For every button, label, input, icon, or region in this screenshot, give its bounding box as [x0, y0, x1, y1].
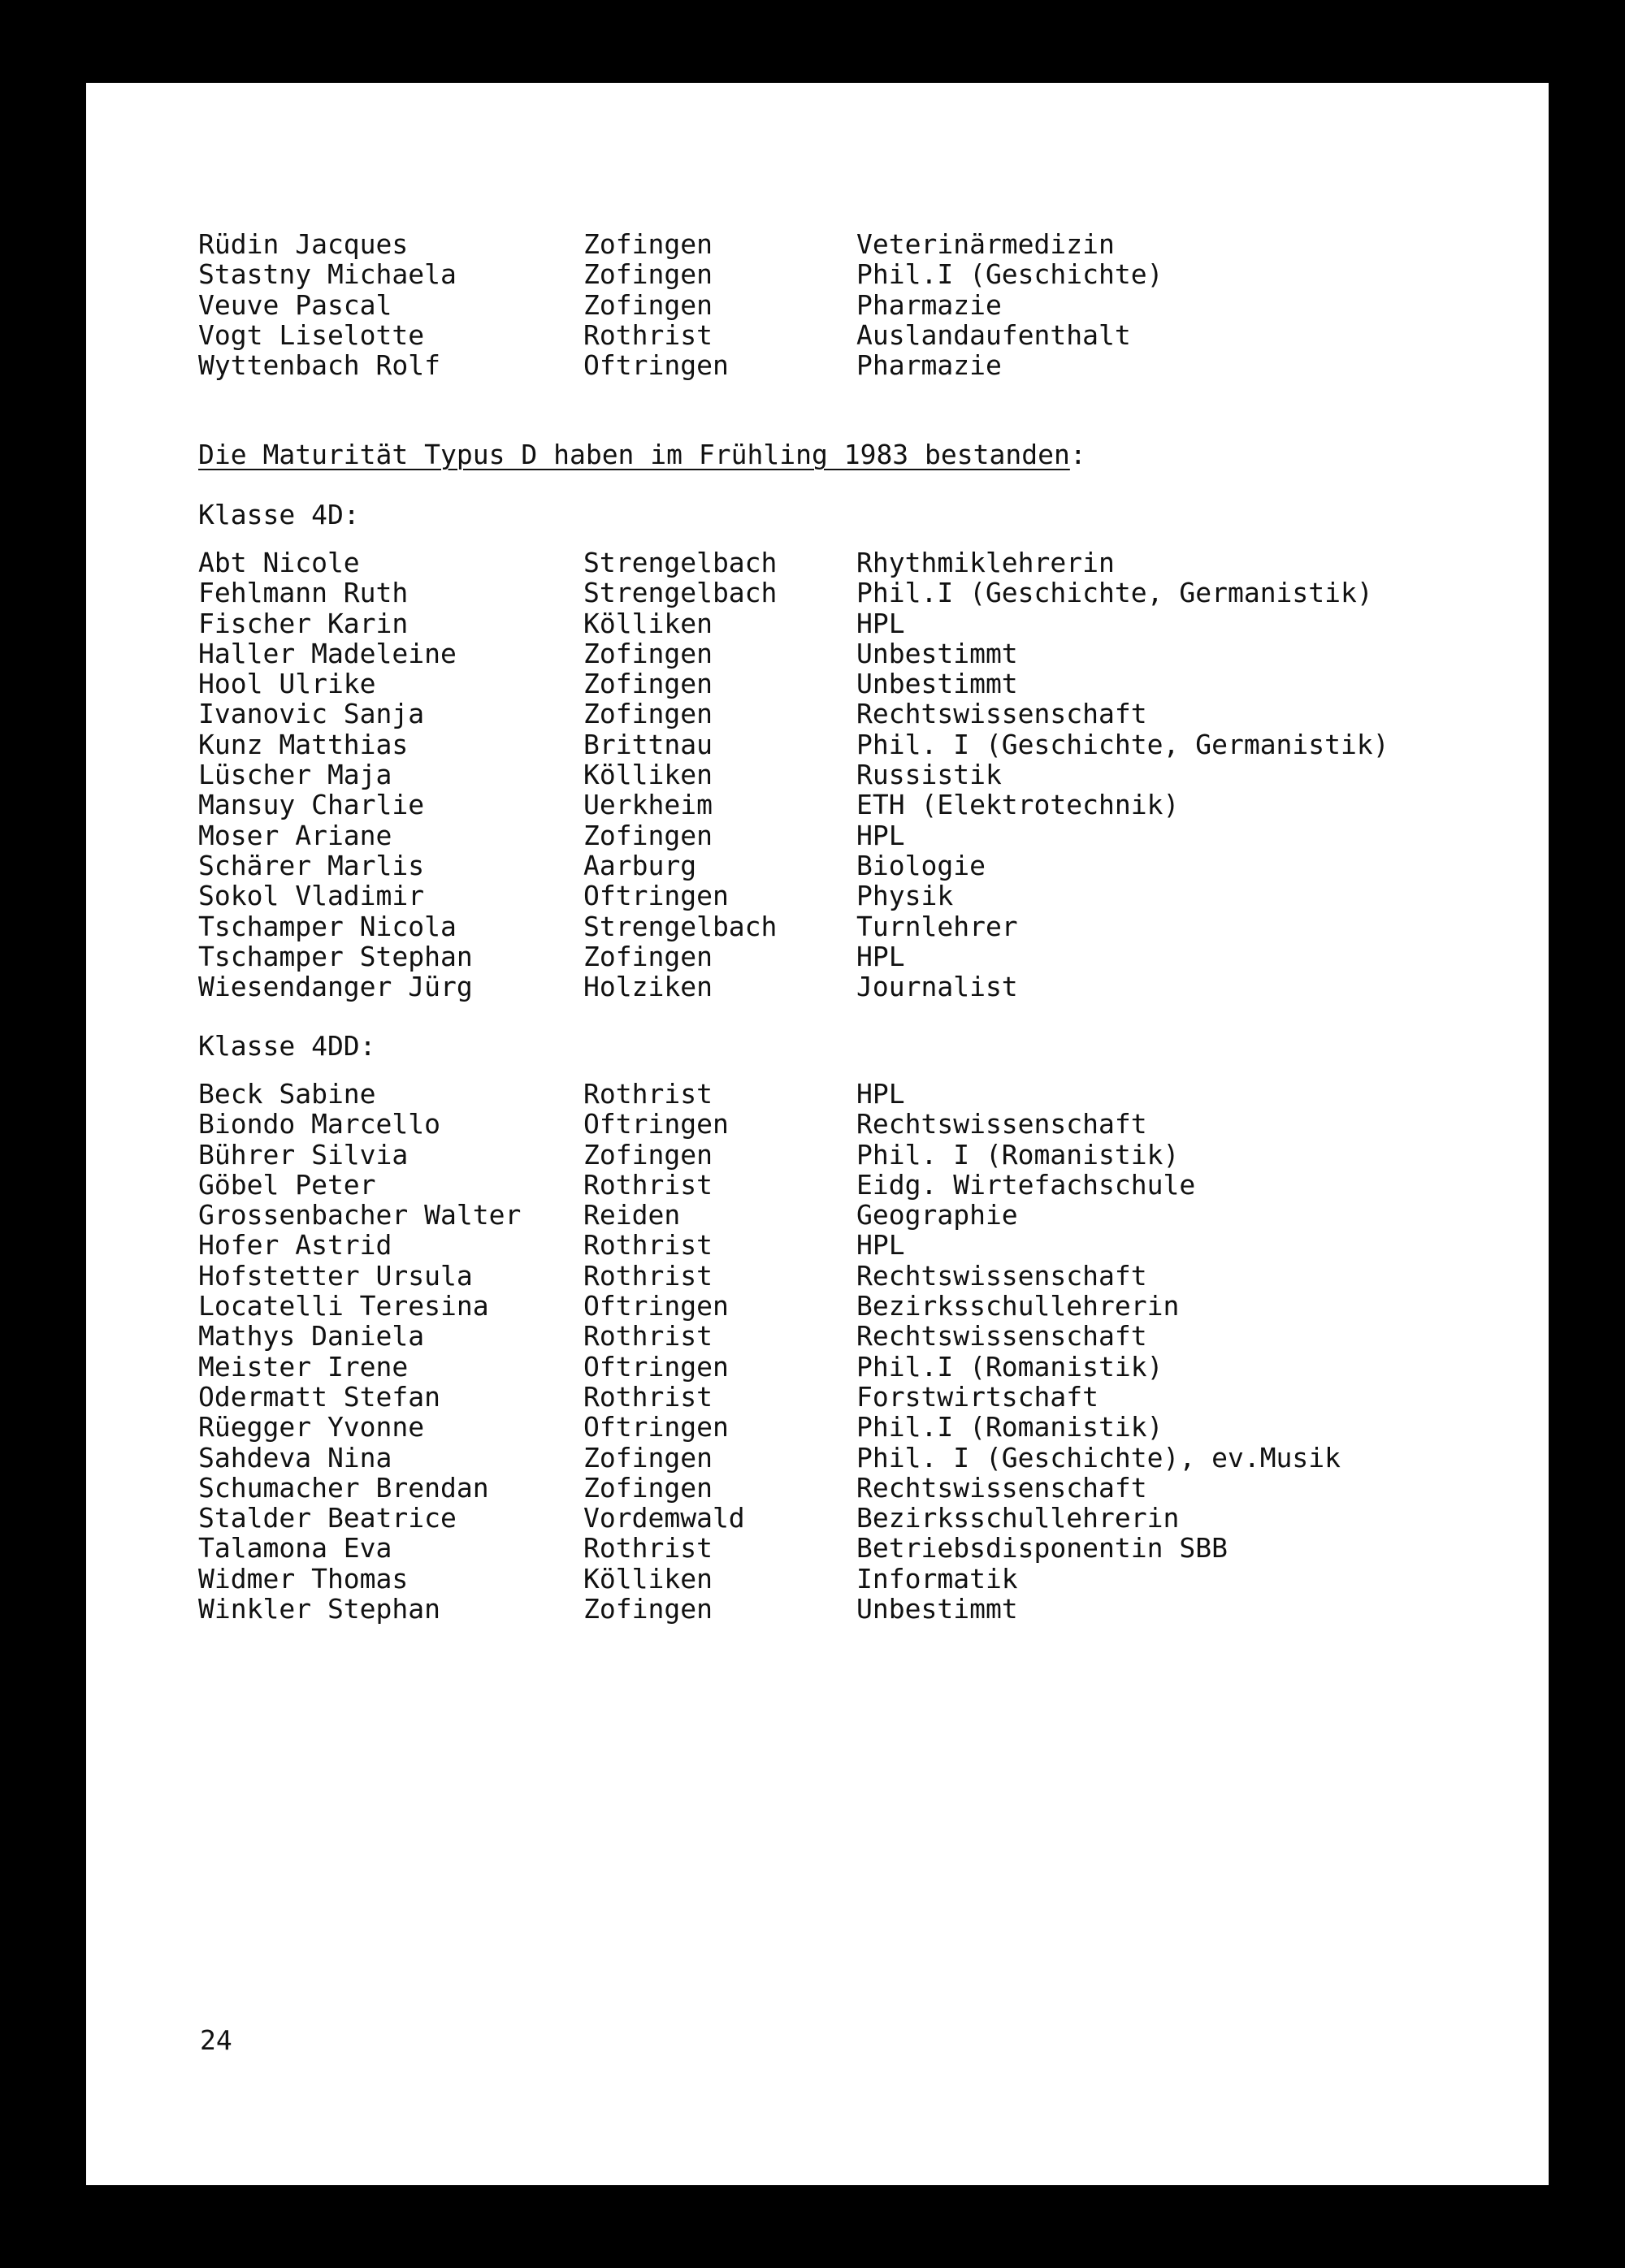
- home-town: Zofingen: [583, 1471, 713, 1504]
- home-town: Rothrist: [583, 1532, 713, 1565]
- student-name: Vogt Liselotte: [198, 318, 425, 351]
- table-row: [86, 1261, 1549, 1291]
- student-name: Widmer Thomas: [198, 1562, 409, 1595]
- study-field: Phil. I (Geschichte, Germanistik): [856, 728, 1389, 760]
- student-name: Rüegger Yvonne: [198, 1411, 425, 1443]
- student-name: Ivanovic Sanja: [198, 698, 425, 730]
- student-name: Winkler Stephan: [198, 1593, 441, 1625]
- table-row: [86, 1533, 1549, 1563]
- table-row: [86, 1352, 1549, 1382]
- study-field: Rhythmiklehrerin: [856, 547, 1115, 578]
- study-field: Phil.I (Geschichte): [856, 258, 1164, 291]
- home-town: Zofingen: [583, 228, 713, 260]
- home-town: Zofingen: [583, 1138, 713, 1171]
- student-name: Schumacher Brendan: [198, 1471, 489, 1504]
- student-name: Grossenbacher Walter: [198, 1199, 522, 1231]
- table-row: [86, 1594, 1549, 1624]
- table-row: [86, 1079, 1549, 1109]
- student-name: Beck Sabine: [198, 1078, 376, 1110]
- table-row: [86, 972, 1549, 1002]
- table-row: [86, 1109, 1549, 1139]
- home-town: Oftringen: [583, 1350, 729, 1383]
- home-town: Kölliken: [583, 607, 713, 639]
- home-town: Zofingen: [583, 940, 713, 972]
- home-town: Strengelbach: [583, 547, 778, 578]
- home-town: Zofingen: [583, 668, 713, 700]
- home-town: Rothrist: [583, 1380, 713, 1413]
- study-field: HPL: [856, 819, 905, 851]
- table-row: [86, 1412, 1549, 1442]
- page-number: 24: [200, 2024, 232, 2056]
- home-town: Zofingen: [583, 1593, 713, 1625]
- home-town: Reiden: [583, 1199, 681, 1231]
- student-name: Fehlmann Ruth: [198, 577, 409, 609]
- intro-list: [86, 229, 1549, 380]
- class-4dd-list: [86, 1079, 1549, 1624]
- study-field: Auslandaufenthalt: [856, 318, 1131, 351]
- home-town: Oftringen: [583, 349, 729, 382]
- table-row: [86, 911, 1549, 941]
- table-row: [86, 1291, 1549, 1321]
- home-town: Zofingen: [583, 1441, 713, 1474]
- student-name: Biondo Marcello: [198, 1108, 441, 1140]
- table-row: [86, 548, 1549, 578]
- study-field: HPL: [856, 607, 905, 639]
- home-town: Kölliken: [583, 1562, 713, 1595]
- table-row: [86, 699, 1549, 729]
- table-row: [86, 259, 1549, 289]
- study-field: Geographie: [856, 1199, 1018, 1231]
- study-field: Rechtswissenschaft: [856, 1259, 1147, 1292]
- student-name: Wyttenbach Rolf: [198, 349, 441, 382]
- table-row: [86, 608, 1549, 638]
- table-row: [86, 1473, 1549, 1503]
- home-town: Zofingen: [583, 698, 713, 730]
- student-name: Stalder Beatrice: [198, 1502, 457, 1534]
- table-row: [86, 941, 1549, 972]
- home-town: Vordemwald: [583, 1502, 745, 1534]
- study-field: Journalist: [856, 971, 1018, 1003]
- table-row: [86, 1321, 1549, 1351]
- student-name: Göbel Peter: [198, 1168, 376, 1201]
- class-4d-list: [86, 548, 1549, 1002]
- study-field: Pharmazie: [856, 288, 1002, 321]
- home-town: Strengelbach: [583, 910, 778, 942]
- study-field: HPL: [856, 940, 905, 972]
- home-town: Kölliken: [583, 759, 713, 791]
- home-town: Zofingen: [583, 258, 713, 291]
- study-field: Phil.I (Geschichte, Germanistik): [856, 577, 1373, 609]
- table-row: [86, 881, 1549, 911]
- home-town: Rothrist: [583, 318, 713, 351]
- table-row: [86, 790, 1549, 820]
- student-name: Locatelli Teresina: [198, 1290, 489, 1322]
- home-town: Rothrist: [583, 1259, 713, 1292]
- student-name: Veuve Pascal: [198, 288, 392, 321]
- table-row: [86, 1170, 1549, 1200]
- home-town: Oftringen: [583, 1411, 729, 1443]
- student-name: Talamona Eva: [198, 1532, 392, 1565]
- study-field: Unbestimmt: [856, 637, 1018, 669]
- study-field: Phil.I (Romanistik): [856, 1411, 1164, 1443]
- student-name: Meister Irene: [198, 1350, 409, 1383]
- table-row: [86, 350, 1549, 380]
- study-field: Betriebsdisponentin SBB: [856, 1532, 1228, 1565]
- table-row: [86, 850, 1549, 881]
- class-4d-label: Klasse 4D:: [198, 499, 360, 530]
- study-field: Rechtswissenschaft: [856, 698, 1147, 730]
- study-field: HPL: [856, 1078, 905, 1110]
- home-town: Zofingen: [583, 819, 713, 851]
- study-field: Rechtswissenschaft: [856, 1320, 1147, 1353]
- class-4dd-label: Klasse 4DD:: [198, 1030, 376, 1062]
- table-row: [86, 638, 1549, 669]
- home-town: Brittnau: [583, 728, 713, 760]
- home-town: Rothrist: [583, 1229, 713, 1262]
- home-town: Zofingen: [583, 288, 713, 321]
- home-town: Aarburg: [583, 849, 697, 881]
- student-name: Odermatt Stefan: [198, 1380, 441, 1413]
- student-name: Bührer Silvia: [198, 1138, 409, 1171]
- study-field: HPL: [856, 1229, 905, 1262]
- student-name: Tschamper Nicola: [198, 910, 457, 942]
- study-field: Physik: [856, 880, 954, 912]
- table-row: [86, 290, 1549, 320]
- student-name: Fischer Karin: [198, 607, 409, 639]
- study-field: Russistik: [856, 759, 1002, 791]
- student-name: Hofer Astrid: [198, 1229, 392, 1262]
- student-name: Hool Ulrike: [198, 668, 376, 700]
- home-town: Rothrist: [583, 1078, 713, 1110]
- section-heading-colon: :: [1069, 439, 1086, 470]
- table-row: [86, 578, 1549, 608]
- study-field: ETH (Elektrotechnik): [856, 789, 1180, 821]
- table-row: [86, 1564, 1549, 1594]
- section-heading: [198, 439, 1086, 471]
- section-heading-text: Die Maturität Typus D haben im Frühling 1983 bestanden: [198, 439, 1070, 470]
- home-town: Zofingen: [583, 637, 713, 669]
- student-name: Tschamper Stephan: [198, 940, 473, 972]
- study-field: Bezirksschullehrerin: [856, 1502, 1180, 1534]
- home-town: Rothrist: [583, 1320, 713, 1353]
- table-row: [86, 1140, 1549, 1170]
- study-field: Forstwirtschaft: [856, 1380, 1099, 1413]
- study-field: Rechtswissenschaft: [856, 1108, 1147, 1140]
- study-field: Biologie: [856, 849, 986, 881]
- table-row: [86, 1503, 1549, 1533]
- home-town: Oftringen: [583, 1290, 729, 1322]
- study-field: Unbestimmt: [856, 668, 1018, 700]
- student-name: Moser Ariane: [198, 819, 392, 851]
- student-name: Schärer Marlis: [198, 849, 425, 881]
- home-town: Holziken: [583, 971, 713, 1003]
- student-name: Kunz Matthias: [198, 728, 409, 760]
- home-town: Uerkheim: [583, 789, 713, 821]
- study-field: Eidg. Wirtefachschule: [856, 1168, 1196, 1201]
- student-name: Haller Madeleine: [198, 637, 457, 669]
- study-field: Phil.I (Romanistik): [856, 1350, 1164, 1383]
- student-name: Mansuy Charlie: [198, 789, 425, 821]
- table-row: [86, 820, 1549, 850]
- table-row: [86, 1230, 1549, 1260]
- table-row: [86, 1443, 1549, 1473]
- table-row: [86, 1200, 1549, 1230]
- study-field: Phil. I (Geschichte), ev.Musik: [856, 1441, 1341, 1474]
- table-row: [86, 669, 1549, 699]
- home-town: Rothrist: [583, 1168, 713, 1201]
- student-name: Wiesendanger Jürg: [198, 971, 473, 1003]
- table-row: [86, 760, 1549, 790]
- table-row: [86, 229, 1549, 259]
- student-name: Stastny Michaela: [198, 258, 457, 291]
- table-row: [86, 320, 1549, 350]
- student-name: Hofstetter Ursula: [198, 1259, 473, 1292]
- table-row: [86, 729, 1549, 760]
- study-field: Rechtswissenschaft: [856, 1471, 1147, 1504]
- study-field: Veterinärmedizin: [856, 228, 1115, 260]
- study-field: Bezirksschullehrerin: [856, 1290, 1180, 1322]
- student-name: Sokol Vladimir: [198, 880, 425, 912]
- document-page: [86, 83, 1549, 2185]
- home-town: Oftringen: [583, 1108, 729, 1140]
- student-name: Mathys Daniela: [198, 1320, 425, 1353]
- home-town: Strengelbach: [583, 577, 778, 609]
- study-field: Unbestimmt: [856, 1593, 1018, 1625]
- study-field: Informatik: [856, 1562, 1018, 1595]
- student-name: Lüscher Maja: [198, 759, 392, 791]
- student-name: Rüdin Jacques: [198, 228, 409, 260]
- study-field: Phil. I (Romanistik): [856, 1138, 1180, 1171]
- student-name: Sahdeva Nina: [198, 1441, 392, 1474]
- study-field: Turnlehrer: [856, 910, 1018, 942]
- student-name: Abt Nicole: [198, 547, 360, 578]
- home-town: Oftringen: [583, 880, 729, 912]
- table-row: [86, 1382, 1549, 1412]
- study-field: Pharmazie: [856, 349, 1002, 382]
